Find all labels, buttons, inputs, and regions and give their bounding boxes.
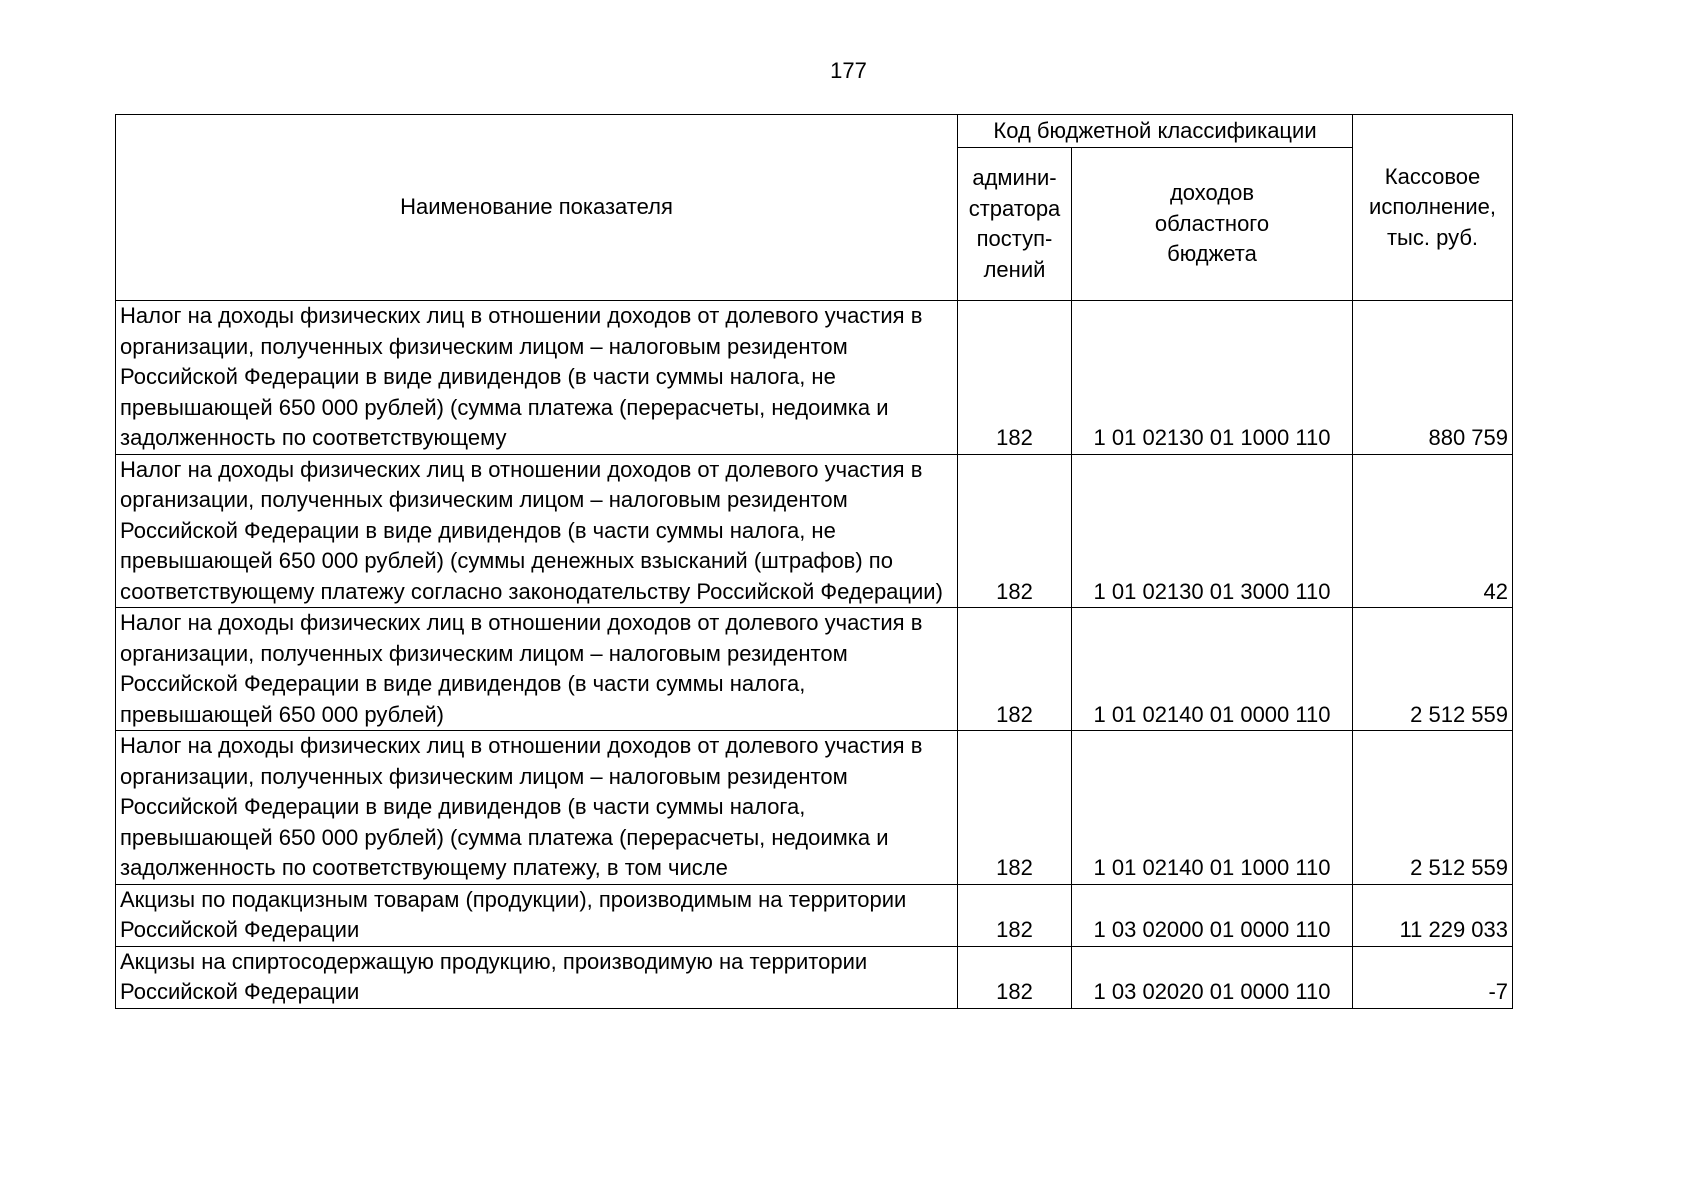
row-name: Налог на доходы физических лиц в отношении доходов от долевого участия в организации, полученных физическим лицом – налоговым резидентом Российской Федерации в виде дивидендов (в части суммы налога, не превышающей 650 000 рублей) (сумма платежа (перерасчеты, недоимка и задолженность по соответствующему: [116, 301, 958, 455]
table-row: [116, 731, 1513, 885]
table-row: [116, 884, 1513, 946]
row-admin-code: 182: [958, 454, 1072, 608]
table-header: [116, 115, 1513, 301]
row-admin-code: 182: [958, 731, 1072, 885]
row-admin-code: 182: [958, 946, 1072, 1008]
header-name: Наименование показателя: [116, 115, 958, 301]
row-cash-execution: 880 759: [1353, 301, 1513, 455]
row-name: Налог на доходы физических лиц в отношении доходов от долевого участия в организации, полученных физическим лицом – налоговым резидентом Российской Федерации в виде дивидендов (в части суммы налога, превышающей 650 000 рублей) (сумма платежа (перерасчеты, недоимка и задолженность по соответствующему платежу, в том числе: [116, 731, 958, 885]
row-admin-code: 182: [958, 884, 1072, 946]
row-revenue-code: 1 01 02140 01 0000 110: [1072, 608, 1353, 731]
row-revenue-code: 1 01 02130 01 1000 110: [1072, 301, 1353, 455]
row-revenue-code: 1 01 02130 01 3000 110: [1072, 454, 1353, 608]
row-name: Акцизы на спиртосодержащую продукцию, производимую на территории Российской Федерации: [116, 946, 958, 1008]
row-cash-execution: 42: [1353, 454, 1513, 608]
row-name: Акцизы по подакцизным товарам (продукции), производимым на территории Российской Федерации: [116, 884, 958, 946]
row-admin-code: 182: [958, 608, 1072, 731]
row-cash-execution: 2 512 559: [1353, 731, 1513, 885]
row-admin-code: 182: [958, 301, 1072, 455]
row-revenue-code: 1 03 02000 01 0000 110: [1072, 884, 1353, 946]
header-cash-execution: Кассовое исполнение, тыс. руб.: [1353, 115, 1513, 301]
row-cash-execution: 11 229 033: [1353, 884, 1513, 946]
table-row: [116, 608, 1513, 731]
row-name: Налог на доходы физических лиц в отношении доходов от долевого участия в организации, полученных физическим лицом – налоговым резидентом Российской Федерации в виде дивидендов (в части суммы налога, не превышающей 650 000 рублей) (суммы денежных взысканий (штрафов) по соответствующему платежу согласно законодательству Российской Федерации): [116, 454, 958, 608]
table-row: [116, 454, 1513, 608]
row-revenue-code: 1 03 02020 01 0000 110: [1072, 946, 1353, 1008]
table-row: [116, 301, 1513, 455]
table-row: [116, 946, 1513, 1008]
row-cash-execution: 2 512 559: [1353, 608, 1513, 731]
row-name: Налог на доходы физических лиц в отношении доходов от долевого участия в организации, полученных физическим лицом – налоговым резидентом Российской Федерации в виде дивидендов (в части суммы налога, превышающей 650 000 рублей): [116, 608, 958, 731]
row-cash-execution: -7: [1353, 946, 1513, 1008]
row-revenue-code: 1 01 02140 01 1000 110: [1072, 731, 1353, 885]
page-number: 177: [830, 58, 867, 83]
header-revenue-administrator: админи- стратора поступ- лений: [958, 148, 1072, 301]
header-budget-classification-code: Код бюджетной классификации: [958, 115, 1353, 148]
header-regional-budget-revenue: доходов областного бюджета: [1072, 148, 1353, 301]
budget-table: [115, 114, 1513, 1009]
